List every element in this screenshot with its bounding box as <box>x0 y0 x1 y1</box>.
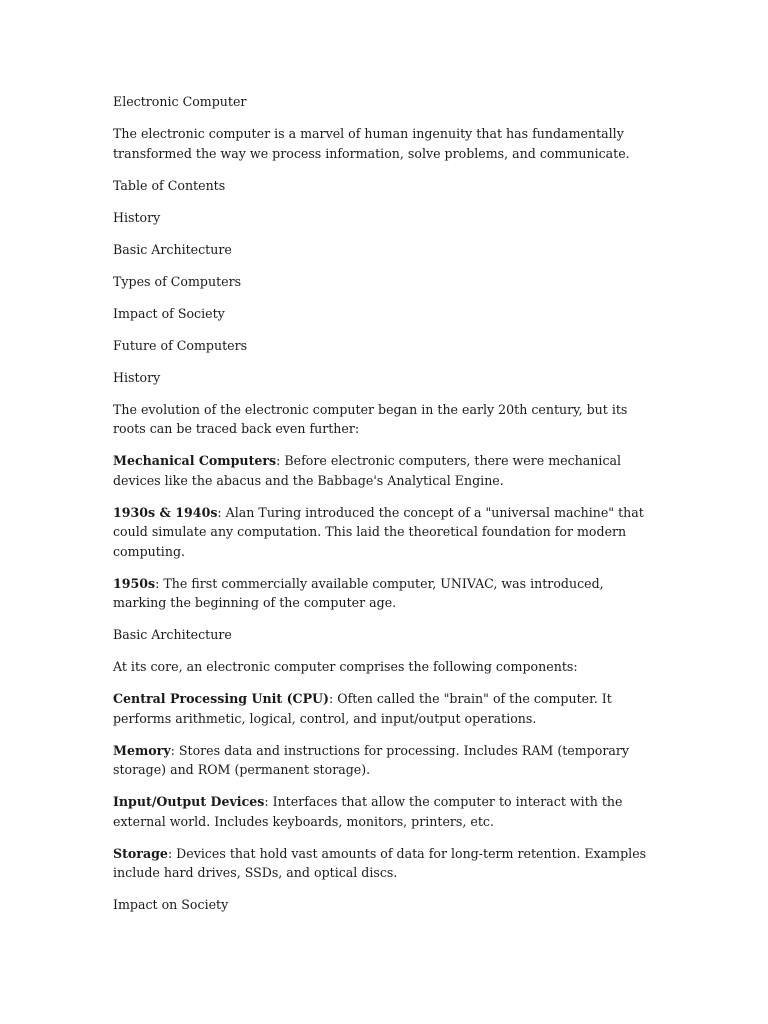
architecture-item-text: : Interfaces that allow the computer to interact with the external world. Includes keyboards, monitors, printers, etc. <box>113 794 623 829</box>
architecture-intro: At its core, an electronic computer comprises the following components: <box>113 659 578 674</box>
intro-paragraph: The electronic computer is a marvel of human ingenuity that has fundamentally transformed the way we process information, solve problems, and communicate. <box>113 126 630 161</box>
architecture-item-text: : Stores data and instructions for processing. Includes RAM (temporary storage) and ROM (permanent storage). <box>113 742 629 777</box>
architecture-item <box>113 792 648 831</box>
architecture-item <box>113 741 648 780</box>
toc-item-future-of-computers: Future of Computers <box>113 337 248 353</box>
architecture-item-term: Central Processing Unit (CPU) <box>113 691 329 706</box>
history-item <box>113 503 648 562</box>
architecture-item-text: : Often called the "brain" of the computer. It performs arithmetic, logical, control, and input/output operations. <box>113 691 612 726</box>
toc-item-impact-of-society: Impact of Society <box>113 305 225 321</box>
document-title: Electronic Computer <box>113 94 247 109</box>
architecture-heading: Basic Architecture <box>113 627 232 642</box>
toc-item-basic-architecture: Basic Architecture <box>113 241 232 257</box>
architecture-item <box>113 689 648 728</box>
architecture-item-term: Memory <box>113 742 171 758</box>
architecture-item-term: Input/Output Devices <box>113 794 265 809</box>
history-item-term: 1950s <box>113 575 156 591</box>
architecture-item-term: Storage <box>113 845 168 861</box>
history-item-term: 1930s & 1940s <box>113 504 218 520</box>
history-item <box>113 574 648 613</box>
history-item <box>113 451 648 490</box>
impact-heading: Impact on Society <box>113 897 229 912</box>
history-intro: The evolution of the electronic computer began in the early 20th century, but its roots can be traced back even further: <box>113 401 628 436</box>
history-item-text: : Before electronic computers, there were mechanical devices like the abacus and the Babbage's Analytical Engine. <box>113 453 622 488</box>
history-heading: History <box>113 369 161 385</box>
history-item-text: : Alan Turing introduced the concept of a "universal machine" that could simulate any computation. This laid the theoretical foundation for modern computing. <box>113 504 644 559</box>
architecture-item-text: : Devices that hold vast amounts of data for long-term retention. Examples include hard drives, SSDs, and optical discs. <box>113 845 647 880</box>
toc-item-types-of-computers: Types of Computers <box>113 273 242 289</box>
history-item-term: Mechanical Computers <box>113 453 277 468</box>
toc-heading: Table of Contents <box>113 177 226 193</box>
history-item-text: : The first commercially available computer, UNIVAC, was introduced, marking the beginning of the computer age. <box>113 575 604 610</box>
toc-item-history: History <box>113 209 161 225</box>
architecture-item <box>113 844 648 883</box>
